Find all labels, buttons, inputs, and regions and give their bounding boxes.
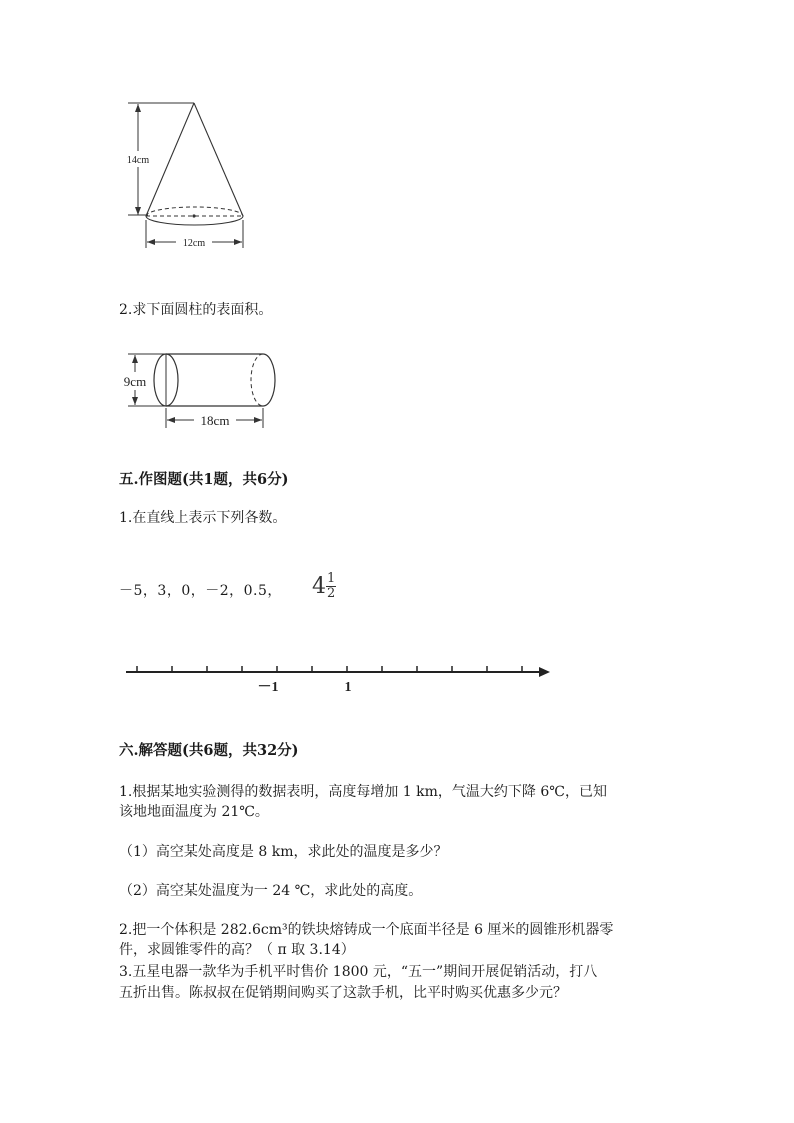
number-line-label-1: 1 (344, 680, 352, 695)
section6-q1-line1: 1.根据某地实验测得的数据表明，高度每增加 1 km，气温大约下降 6℃，已知 (119, 784, 607, 800)
number-line (118, 660, 558, 696)
section6-q1-sub1: （1）高空某处高度是 8 km，求此处的温度是多少？ (119, 844, 448, 860)
fraction-numerator: 1 (327, 571, 336, 586)
section6-q3-line2: 五折出售。陈叔叔在促销期间购买了这款手机，比平时购买优惠多少元？ (119, 985, 567, 1001)
section5-question1: 1.在直线上表示下列各数。 (119, 510, 287, 526)
cone-base-label: 12cm (182, 238, 206, 249)
section6-q3-line1: 3.五星电器一款华为手机平时售价 1800 元，“五一”期间开展促销活动，打八 (119, 964, 598, 980)
mixed-number-fraction (326, 572, 336, 601)
cone-height-label: 14cm (126, 155, 150, 166)
question-cylinder-surface: 2.求下面圆柱的表面积。 (119, 302, 273, 318)
numbers-list: －5，3，0，－2，0.5， (119, 583, 282, 599)
section6-q2-line2: 件，求圆锥零件的高？（ π 取 3.14） (119, 942, 355, 958)
cylinder-height-label: 9cm (123, 374, 147, 389)
cone-figure (118, 96, 258, 256)
fraction-denominator: 2 (327, 586, 336, 601)
section6-heading: 六.解答题(共6题，共32分) (119, 742, 299, 759)
number-line-label-neg1: －1 (257, 680, 279, 695)
section6-q2-line1: 2.把一个体积是 282.6cm³的铁块熔铸成一个底面半径是 6 厘米的圆锥形机器零 (119, 922, 614, 938)
section5-heading: 五.作图题(共1题，共6分) (119, 471, 289, 488)
mixed-number (312, 572, 336, 601)
mixed-number-whole: 4 (312, 574, 326, 599)
cylinder-length-label: 18cm (200, 413, 230, 428)
cylinder-figure (118, 346, 283, 436)
section6-q1-line2: 该地地面温度为 21℃。 (119, 804, 269, 820)
section6-q1-sub2: （2）高空某处温度为一 24 ℃，求此处的高度。 (119, 883, 423, 899)
